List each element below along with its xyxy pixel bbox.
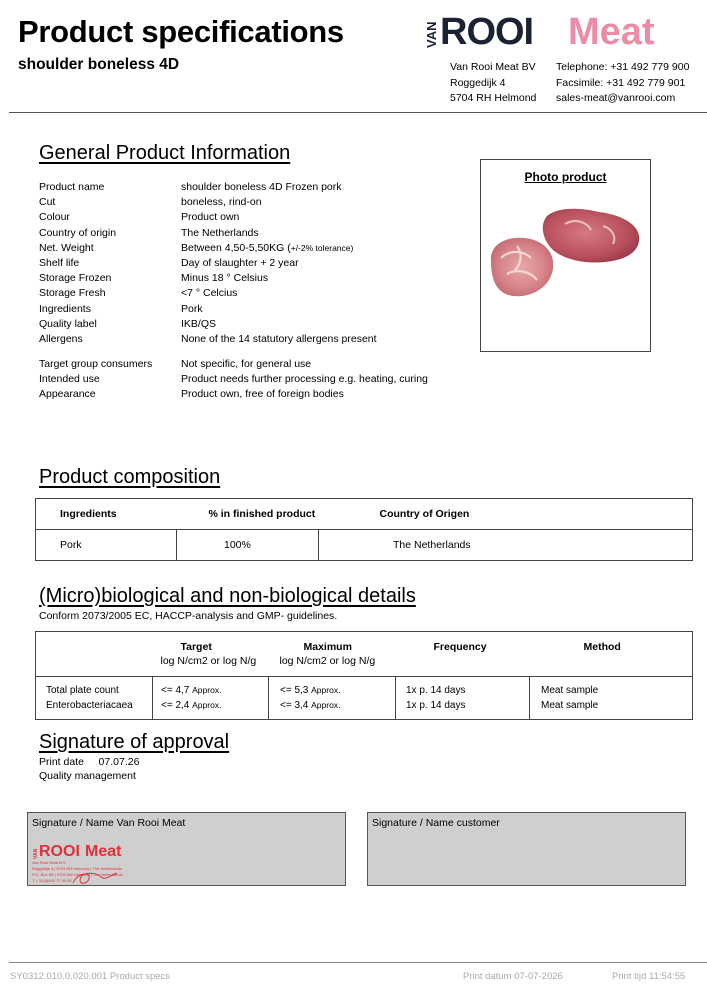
- stamp-rooi-text: ROOI: [39, 843, 80, 860]
- info-row: Storage Frozen Minus 18 ° Celsius: [39, 272, 269, 285]
- info-row: Ingredients Pork: [39, 302, 203, 315]
- info-row: Quality label IKB/QS: [39, 317, 217, 330]
- cell-ingredient: Pork: [36, 530, 177, 561]
- table-row: [36, 677, 693, 720]
- cell-maximum: <= 5,3 Approx.: [280, 685, 341, 696]
- footer-print-time: Print tijd 11:54:55: [612, 971, 686, 982]
- info-row: Appearance Product own, free of foreign bodies: [39, 388, 344, 401]
- footer-print-date: Print datum 07-07-2026: [463, 971, 563, 982]
- cell-target: <= 4,7 Approx.: [161, 685, 222, 696]
- col-header: Country of Origen: [319, 499, 693, 530]
- cell-test-name: Total plate count: [46, 685, 119, 696]
- cell-percentage: 100%: [177, 530, 319, 561]
- approval-title: Signature of approval: [39, 731, 230, 753]
- composition-table: [35, 498, 693, 561]
- usage-info-list: [39, 357, 459, 403]
- department: Quality management: [39, 770, 136, 782]
- stamp-line1: Van Rooi Meat B.V.: [32, 860, 67, 865]
- micro-table: [35, 631, 693, 720]
- signature-label: Signature / Name customer: [372, 817, 500, 829]
- page-title: Product specifications: [18, 14, 344, 49]
- micro-title: (Micro)biological and non-biological details: [39, 585, 416, 607]
- col-header: Method: [583, 641, 621, 653]
- col-header: Frequency: [433, 641, 487, 653]
- info-row: Country of origin The Netherlands: [39, 226, 259, 239]
- col-header: % in finished product: [177, 499, 319, 530]
- composition-title: Product composition: [39, 466, 221, 488]
- signature-box-customer[interactable]: [367, 812, 686, 886]
- col-header: Maximum: [303, 641, 352, 653]
- stamp-van-text: VAN: [33, 848, 39, 859]
- cell-frequency: 1x p. 14 days: [406, 685, 466, 696]
- logo-rooi-text: ROOI: [440, 11, 534, 52]
- info-row: Product name shoulder boneless 4D Frozen pork: [39, 181, 342, 193]
- info-row: Target group consumers Not specific, for general use: [39, 358, 312, 370]
- general-info-title: General Product Information: [39, 142, 291, 164]
- footer-divider: [9, 962, 707, 963]
- logo-van-text: VAN: [424, 21, 439, 48]
- general-info-list: [39, 180, 459, 347]
- cell-method: Meat sample: [541, 685, 599, 696]
- company-address: [450, 60, 536, 107]
- van-rooi-meat-logo: [422, 8, 698, 52]
- micro-note: Conform 2073/2005 EC, HACCP-analysis and GMP- guidelines.: [39, 610, 338, 622]
- print-date-label: Print date: [39, 756, 84, 768]
- info-row: Colour Product own: [39, 211, 240, 224]
- company-contact: [556, 60, 689, 107]
- micro-header-row: [36, 632, 693, 677]
- print-info: [39, 755, 139, 783]
- stamp-line2: Roggedijk 4 | 5704 RH Helmond | The Netherlands: [32, 866, 123, 871]
- company-street: Roggedijk 4: [450, 76, 506, 89]
- company-facsimile: Facsimile: +31 492 779 901: [556, 76, 686, 89]
- col-unit: log N/cm2 or log N/g: [279, 655, 376, 667]
- info-row: Intended use Product needs further processing e.g. heating, curing: [39, 373, 428, 386]
- col-unit: log N/cm2 or log N/g: [160, 655, 257, 667]
- cell-method: Meat sample: [541, 700, 599, 711]
- cell-frequency: 1x p. 14 days: [406, 700, 466, 711]
- cell-target: <= 2,4 Approx.: [161, 700, 222, 711]
- stamp-line3: P.O. Box 5R | 5700 AM Helmond | The Netherlands: [32, 872, 123, 877]
- info-row: Shelf life Day of slaughter + 2 year: [39, 256, 299, 269]
- signature-box-vanrooi[interactable]: [27, 812, 346, 886]
- info-row: Net. Weight Between 4,50-5,50KG (+/-2% tolerance): [39, 241, 354, 254]
- company-city: 5704 RH Helmond: [450, 92, 537, 104]
- cell-maximum: <= 3,4 Approx.: [280, 700, 341, 711]
- col-header: Ingredients: [36, 499, 177, 530]
- table-row: [36, 530, 693, 561]
- footer-document-code: SY0312.010.0.020.001 Product specs: [10, 971, 171, 982]
- weight-tolerance: +/-2% tolerance): [290, 242, 354, 253]
- composition-header-row: [36, 499, 693, 530]
- company-stamp: [31, 839, 181, 887]
- header-divider: [9, 112, 707, 113]
- stamp-meat-text: Meat: [85, 843, 122, 860]
- product-photo-box: [480, 159, 651, 352]
- info-row: Storage Fresh <7 ° Celcius: [39, 287, 238, 300]
- info-row: Allergens None of the 14 statutory allergens present: [39, 332, 377, 345]
- product-photo: [487, 202, 645, 302]
- page-subtitle: shoulder boneless 4D: [18, 56, 180, 73]
- company-telephone: Telephone: +31 492 779 900: [556, 61, 690, 73]
- stamp-line4: T + 31(0)492 77 99 00: [32, 878, 72, 883]
- print-date-value: 07.07.26: [98, 756, 140, 768]
- photo-title: Photo product: [524, 170, 607, 184]
- company-name: Van Rooi Meat BV: [450, 61, 536, 73]
- logo-meat-text: Meat: [568, 11, 655, 52]
- signature-label: Signature / Name Van Rooi Meat: [32, 817, 186, 829]
- col-header: Target: [180, 641, 212, 653]
- info-row: Cut boneless, rind-on: [39, 196, 262, 209]
- cell-country: The Netherlands: [319, 530, 693, 561]
- cell-test-name: Enterobacteriacaea: [46, 700, 133, 711]
- company-email[interactable]: sales-meat@vanrooi.com: [556, 92, 676, 104]
